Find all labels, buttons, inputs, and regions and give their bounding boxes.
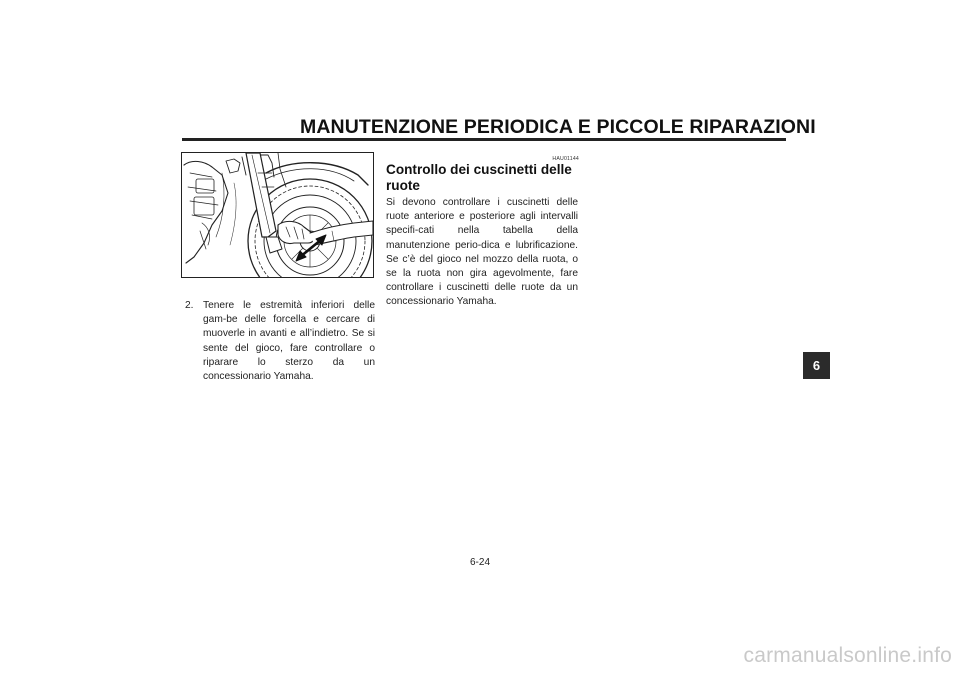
page-number: 6-24 [469,557,490,568]
section-reference-code: HAU01144 [552,156,579,162]
step-text: Tenere le estremità inferiori delle gam-be delle forcella e cercare di muoverle in avanti e all’indietro. Se si sente del gioco, fare controllare o riparare lo sterzo da un concessionario Yamaha. [203,300,375,383]
section-body: Si devono controllare i cuscinetti delle ruote anteriore e posteriore agli intervalli specifi-cati nella tabella della manutenzione perio-dica e lubrificazione. Se c’è del gioco nel mozzo della ruota, o se la ruota non gira agevolmente, fare controllare i cuscinetti delle ruote da un concessionario Yamaha. [386,197,578,308]
header-rule [182,138,786,141]
page-header-title: MANUTENZIONE PERIODICA E PICCOLE RIPARAZIONI [300,116,816,138]
chapter-tab: 6 [803,352,830,379]
watermark: carmanualsonline.info [743,644,952,667]
step-number: 2. [185,300,194,311]
step-2 [185,299,375,384]
front-fork-wheel-illustration-icon [182,153,373,277]
fork-check-illustration [181,152,374,278]
section-title: Controllo dei cuscinetti delle ruote [386,162,572,193]
